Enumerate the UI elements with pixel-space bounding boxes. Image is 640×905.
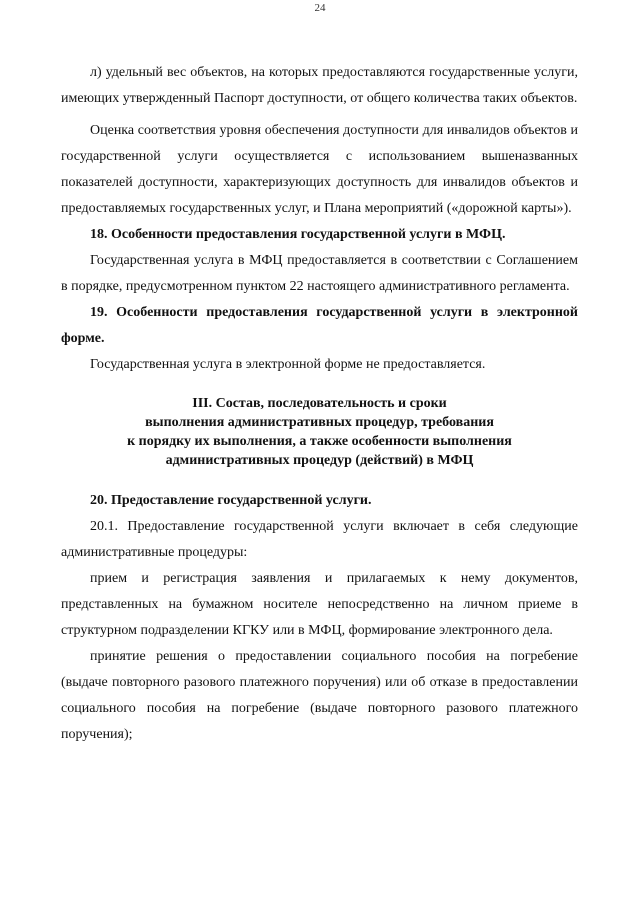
paragraph-20-1: 20.1. Предоставление государственной услуги включает в себя следующие административные процедуры:: [61, 519, 578, 560]
heading-section-18: 18. Особенности предоставления государственной услуги в МФЦ.: [90, 227, 506, 242]
document-body: [61, 60, 578, 748]
paragraph-reception-registration: прием и регистрация заявления и прилагаемых к нему документов, представленных на бумажном носителе непосредственно на личном приеме в структурном подразделении КГКУ или в МФЦ, формирование электронного дела.: [61, 571, 578, 638]
paragraph-accessibility-assessment: Оценка соответствия уровня обеспечения доступности для инвалидов объектов и государственной услуги осуществляется с использованием вышеназванных показателей доступности, характеризующих доступность для инвалидов объектов и предоставляемых государственных услуг, и Плана мероприятий («дорожной карты»).: [61, 123, 578, 216]
section-heading-line: III. Состав, последовательность и сроки: [192, 396, 447, 411]
section-heading-line: административных процедур (действий) в МФЦ: [165, 453, 474, 468]
paragraph-mfc-service: Государственная услуга в МФЦ предоставляется в соответствии с Соглашением в порядке, предусмотренном пунктом 22 настоящего административного регламента.: [61, 253, 578, 294]
paragraph-objects-share: л) удельный вес объектов, на которых предоставляются государственные услуги, имеющих утвержденный Паспорт доступности, от общего количества таких объектов.: [61, 65, 578, 106]
paragraph-electronic-form: Государственная услуга в электронной форме не предоставляется.: [90, 357, 486, 372]
section-heading-iii: [61, 378, 578, 488]
heading-section-19: 19. Особенности предоставления государственной услуги в электронной форме.: [61, 305, 578, 346]
section-heading-line: к порядку их выполнения, а также особенности выполнения: [127, 434, 512, 449]
page-number: 24: [314, 2, 326, 14]
paragraph-decision: принятие решения о предоставлении социального пособия на погребение (выдаче повторного разового платежного поручения) или об отказе в предоставлении социального пособия на погребение (выдаче повторного разового платежного поручения);: [61, 649, 578, 742]
section-heading-line: выполнения административных процедур, требования: [145, 415, 494, 430]
heading-section-20: 20. Предоставление государственной услуги.: [90, 493, 372, 508]
